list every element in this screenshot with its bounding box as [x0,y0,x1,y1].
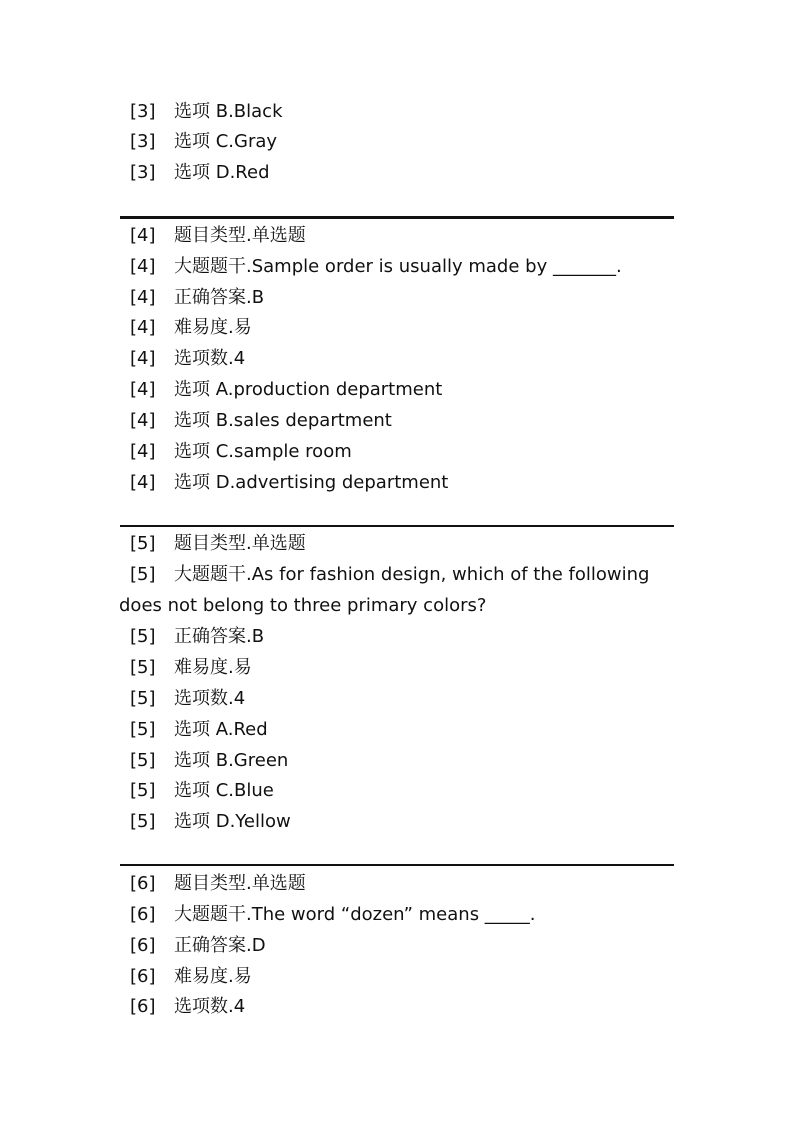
q6-number: [6] [130,935,156,956]
q4-option-count-text: 选项数.4 [174,348,246,369]
q3-option-b [130,100,283,124]
q4-number: [4] [130,441,156,462]
q4-difficulty [130,316,252,340]
q6-type [130,872,306,896]
q3-option-c-text: 选项 C.Gray [174,131,278,152]
q6-type-text: 题目类型.单选题 [174,873,306,894]
q4-option-b-text: 选项 B.sales department [174,410,392,431]
q5-stem-text: 大题题干.As for fashion design, which of the following [174,564,650,585]
q5-option-c [130,779,274,803]
q6-option-count [130,995,245,1019]
q5-option-a-text: 选项 A.Red [174,719,268,740]
q4-stem-text: 大题题干.Sample order is usually made by _______. [174,256,622,277]
q6-stem-text: 大题题干.The word “dozen” means _____. [174,904,536,925]
q6-answer-text: 正确答案.D [174,935,266,956]
q4-option-c-text: 选项 C.sample room [174,441,352,462]
q3-number: [3] [130,131,156,152]
q5-option-b [130,749,288,773]
q5-number: [5] [130,564,156,585]
q6-number: [6] [130,966,156,987]
q4-number: [4] [130,410,156,431]
q4-option-a [130,378,442,402]
q4-difficulty-text: 难易度.易 [174,317,252,338]
q5-option-d-text: 选项 D.Yellow [174,811,291,832]
q4-answer-text: 正确答案.B [174,287,265,308]
q5-stem-continuation: does not belong to three primary colors? [119,595,487,616]
q6-answer [130,934,266,958]
q4-type-text: 题目类型.单选题 [174,225,306,246]
q4-number: [4] [130,379,156,400]
q4-option-b [130,409,392,433]
section-divider [120,864,674,866]
q4-number: [4] [130,472,156,493]
section-divider [120,216,674,219]
q5-type [130,532,306,556]
q6-option-count-text: 选项数.4 [174,996,246,1017]
q3-option-b-text: 选项 B.Black [174,101,283,122]
q4-number: [4] [130,225,156,246]
q4-option-c [130,440,352,464]
q4-stem [130,255,622,279]
q5-answer-text: 正确答案.B [174,626,265,647]
q5-number: [5] [130,811,156,832]
q5-option-count-text: 选项数.4 [174,688,246,709]
q5-difficulty [130,656,252,680]
q6-stem [130,903,536,927]
q5-type-text: 题目类型.单选题 [174,533,306,554]
q5-answer [130,625,264,649]
q6-difficulty [130,965,252,989]
q5-option-d [130,810,291,834]
q3-option-d [130,161,270,185]
q5-option-c-text: 选项 C.Blue [174,780,274,801]
q5-number: [5] [130,688,156,709]
q4-type [130,224,306,248]
q5-number: [5] [130,780,156,801]
q5-number: [5] [130,750,156,771]
q4-option-d-text: 选项 D.advertising department [174,472,449,493]
q4-answer [130,286,264,310]
q5-number: [5] [130,657,156,678]
q4-option-a-text: 选项 A.production department [174,379,443,400]
q3-number: [3] [130,101,156,122]
q5-number: [5] [130,719,156,740]
q4-number: [4] [130,256,156,277]
q5-option-count [130,687,245,711]
q4-option-d [130,471,448,495]
q3-number: [3] [130,162,156,183]
q3-option-c [130,130,277,154]
q5-option-a [130,718,268,742]
q5-difficulty-text: 难易度.易 [174,657,252,678]
q4-option-count [130,347,245,371]
q6-number: [6] [130,996,156,1017]
section-divider [120,525,674,527]
q4-number: [4] [130,287,156,308]
q3-option-d-text: 选项 D.Red [174,162,270,183]
q4-number: [4] [130,348,156,369]
q6-difficulty-text: 难易度.易 [174,966,252,987]
q5-stem [130,563,649,587]
q4-number: [4] [130,317,156,338]
q6-number: [6] [130,904,156,925]
q6-number: [6] [130,873,156,894]
q5-option-b-text: 选项 B.Green [174,750,289,771]
q5-number: [5] [130,533,156,554]
q5-number: [5] [130,626,156,647]
